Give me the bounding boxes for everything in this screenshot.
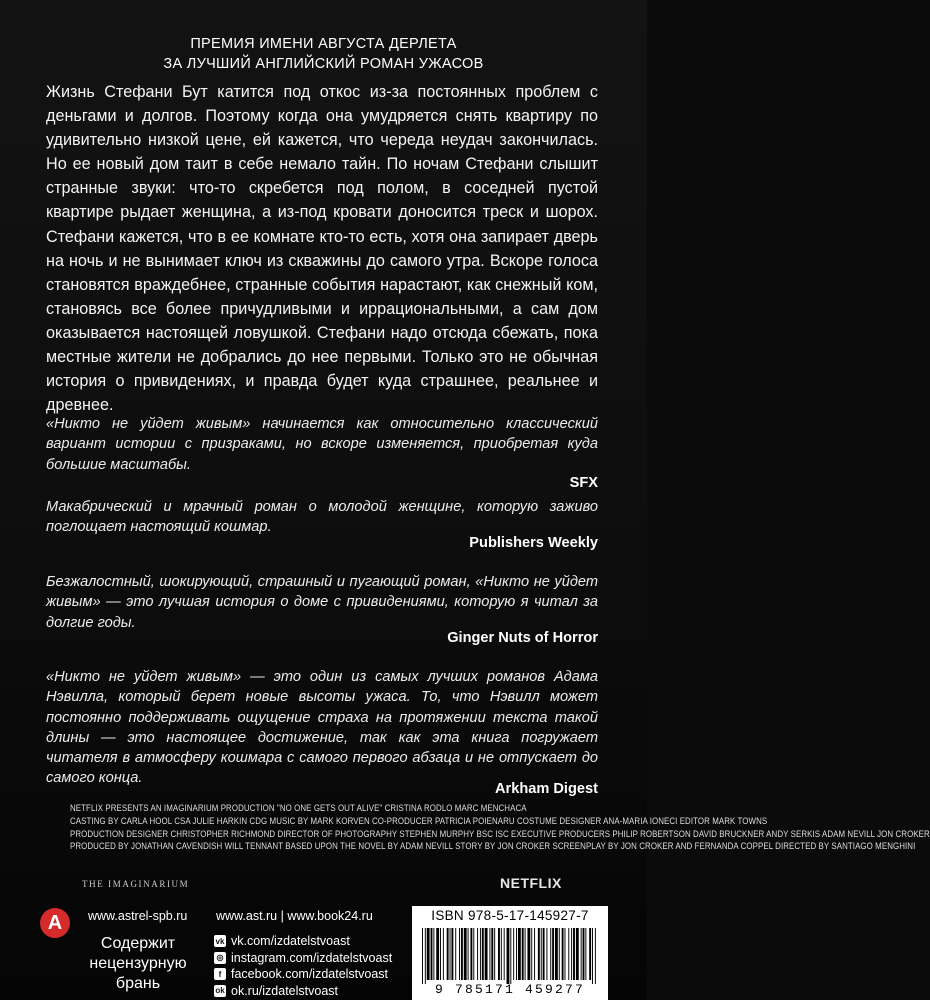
barcode-bar: [585, 928, 586, 980]
barcode-bar: [562, 928, 564, 980]
netflix-logo: NETFLIX: [500, 875, 562, 891]
barcode-bar: [433, 928, 434, 980]
barcode-bar: [489, 928, 490, 980]
barcode-bar: [494, 928, 495, 980]
barcode-bar: [581, 928, 582, 980]
profanity-warning: Содержит нецензурную брань: [89, 935, 187, 992]
barcode-bar: [583, 928, 585, 980]
barcode-bar: [470, 928, 472, 980]
barcode-bar: [555, 928, 558, 980]
barcode-bar: [550, 928, 551, 980]
credit-line: PRODUCTION DESIGNER CHRISTOPHER RICHMOND DIRECTOR OF PHOTOGRAPHY STEPHEN MURPHY BSC ISC EXECUTIVE PRODUCERS PHILIP ROBERTSON DAVID BRUCKNER ANDY SERKIS ADAM NEVILL JON CROKER: [70, 828, 930, 839]
barcode-bar: [443, 928, 444, 980]
synopsis: Жизнь Стефани Бут катится под откос из-за постоянных проблем с деньгами и долгов. Поэтому когда она умудряется снять квартиру по удивительно низкой цене, ей кажется, что череда неудач закончилась. Но ее новый дом таит в себе немало тайн. По ночам Стефани слышит странные звуки: что-то скребется под полом, в соседней пустой квартире рыдает женщина, а из-под кровати доносится треск и шорох. Стефани кажется, что в ее комнате кто-то есть, хотя она запирает дверь на ночь и не вынимает ключ из скважины до самого утра. Вскоре голоса становятся враждебнее, странные события нарастают, как снежный ком, становясь все более причудливыми и иррациональными, а сам дом оказывается настоящей ловушкой. Стефани надо отсюда сбежать, пока местные жители не добрались до нее первыми. Только это не обычная история о привидениях, и правда будет куда страшнее, реальнее и древнее.: [46, 83, 598, 415]
barcode-bar: [464, 928, 467, 980]
barcode: [420, 928, 600, 984]
barcode-bar: [480, 928, 481, 980]
credit-line: PRODUCED BY JONATHAN CAVENDISH WILL TENNANT BASED UPON THE NOVEL BY ADAM NEVILL STORY BY JON CROKER SCREENPLAY BY JON CROKER AND FERNANDA COPPEL DIRECTED BY SANTIAGO MENGHINI: [70, 841, 916, 852]
barcode-bar: [516, 928, 517, 980]
barcode-bar: [589, 928, 591, 980]
barcode-bar: [513, 928, 514, 980]
barcode-bar: [541, 928, 542, 980]
barcode-bar: [525, 928, 526, 980]
review-quote: Макабрический и мрачный роман о молодой женщине, которую заживо поглощает настоящий кошмар.: [46, 499, 598, 536]
barcode-bar: [473, 928, 474, 980]
barcode-bar: [459, 928, 460, 980]
review-quote: Безжалостный, шокирующий, страшный и пугающий роман, «Никто не уйдет живым» — это лучшая история о доме с привидениями, которую я читал за долгие годы.: [46, 574, 598, 631]
imaginarium-logo: THE IMAGINARIUM: [82, 879, 190, 889]
barcode-bar: [447, 928, 449, 980]
website-link[interactable]: www.astrel-spb.ru: [88, 909, 188, 923]
barcode-bar: [477, 928, 478, 980]
barcode-bar: [571, 928, 572, 980]
barcode-bar: [485, 928, 488, 980]
social-link-facebook[interactable]: [214, 966, 392, 983]
award-heading: [0, 34, 647, 74]
barcode-bar: [422, 928, 423, 984]
social-link-instagram[interactable]: [214, 950, 392, 967]
barcode-panel: [412, 906, 608, 1000]
social-link-vk[interactable]: [214, 933, 392, 950]
review-source: Publishers Weekly: [469, 535, 598, 551]
barcode-bar: [501, 928, 502, 980]
barcode-bar: [455, 928, 456, 980]
barcode-bar: [425, 928, 426, 984]
social-link-text: vk.com/izdatelstvoast: [231, 934, 350, 949]
barcode-bar: [504, 928, 505, 980]
barcode-bar: [552, 928, 554, 980]
award-line-1: ПРЕМИЯ ИМЕНИ АВГУСТА ДЕРЛЕТА: [190, 36, 457, 52]
credit-line: NETFLIX PRESENTS AN IMAGINARIUM PRODUCTION "NO ONE GETS OUT ALIVE" CRISTINA RODLO MARC MENCHACA: [70, 803, 527, 813]
social-link-text: facebook.com/izdatelstvoast: [231, 967, 389, 982]
barcode-bar: [518, 928, 521, 980]
barcode-bar: [522, 928, 524, 980]
barcode-bar: [538, 928, 540, 980]
barcode-bar: [543, 928, 545, 980]
review-quote: «Никто не уйдет живым» начинается как относительно классический вариант истории с призраками, но вскоре изменяется, приобретая куда большие масштабы.: [46, 416, 598, 473]
barcode-bar: [450, 928, 451, 980]
barcode-bar: [468, 928, 469, 980]
barcode-bar: [436, 928, 439, 980]
instagram-icon: ◎: [214, 952, 226, 964]
barcode-bar: [440, 928, 441, 980]
barcode-bar: [461, 928, 463, 980]
barcode-bar: [507, 928, 510, 984]
review-source: SFX: [569, 475, 598, 491]
barcode-bar: [531, 928, 532, 980]
isbn-label: ISBN 978-5-17-145927-7: [431, 908, 589, 923]
barcode-bar: [565, 928, 566, 980]
barcode-bar: [482, 928, 484, 980]
barcode-bar: [510, 928, 511, 984]
ok-icon: ok: [215, 986, 225, 996]
social-link-text: instagram.com/izdatelstvoast: [231, 950, 393, 965]
film-credits: [70, 802, 930, 853]
barcode-bar: [491, 928, 493, 980]
barcode-bar: [595, 928, 596, 984]
barcode-bar: [427, 928, 430, 980]
review-quote: «Никто не уйдет живым» — это один из самых лучших романов Адама Нэвилла, который берет новые высоты ужаса. То, что Нэвилл может постоянно поддерживать ощущение страха на протяжении текста такой длины — это настоящее достижение, так как эта книга погружает читателя в атмосферу кошмара с самого первого абзаца и не отпускает до самого конца.: [46, 669, 598, 787]
social-links: [214, 933, 392, 999]
website-links[interactable]: www.ast.ru | www.book24.ru: [216, 909, 373, 923]
barcode-bar: [534, 928, 535, 980]
facebook-icon: f: [214, 968, 226, 980]
vk-icon: vk: [215, 936, 225, 946]
review-source: Arkham Digest: [495, 781, 598, 797]
barcode-bar: [559, 928, 560, 980]
barcode-bar: [498, 928, 500, 980]
barcode-bar: [451, 928, 453, 980]
award-line-2: ЗА ЛУЧШИЙ АНГЛИЙСКИЙ РОМАН УЖАСОВ: [163, 56, 484, 72]
barcode-bar: [592, 928, 593, 984]
credit-line: CASTING BY CARLA HOOL CSA JULIE HARKIN CDG MUSIC BY MARK KORVEN CO-PRODUCER PATRICIA POIENARU COSTUME DESIGNER ANA-MARIA IONECI EDITOR MARK TOWNS: [70, 815, 768, 826]
review-source: Ginger Nuts of Horror: [447, 630, 598, 646]
publisher-logo-icon: A: [40, 908, 70, 938]
barcode-bar: [576, 928, 579, 980]
barcode-bar: [527, 928, 530, 980]
barcode-bar: [431, 928, 433, 980]
barcode-bar: [568, 928, 569, 980]
barcode-bar: [573, 928, 575, 980]
barcode-digits: 9 785171 459277: [434, 982, 586, 997]
social-link-ok[interactable]: [214, 983, 392, 1000]
barcode-bar: [546, 928, 547, 980]
social-link-text: ok.ru/izdatelstvoast: [231, 983, 338, 998]
